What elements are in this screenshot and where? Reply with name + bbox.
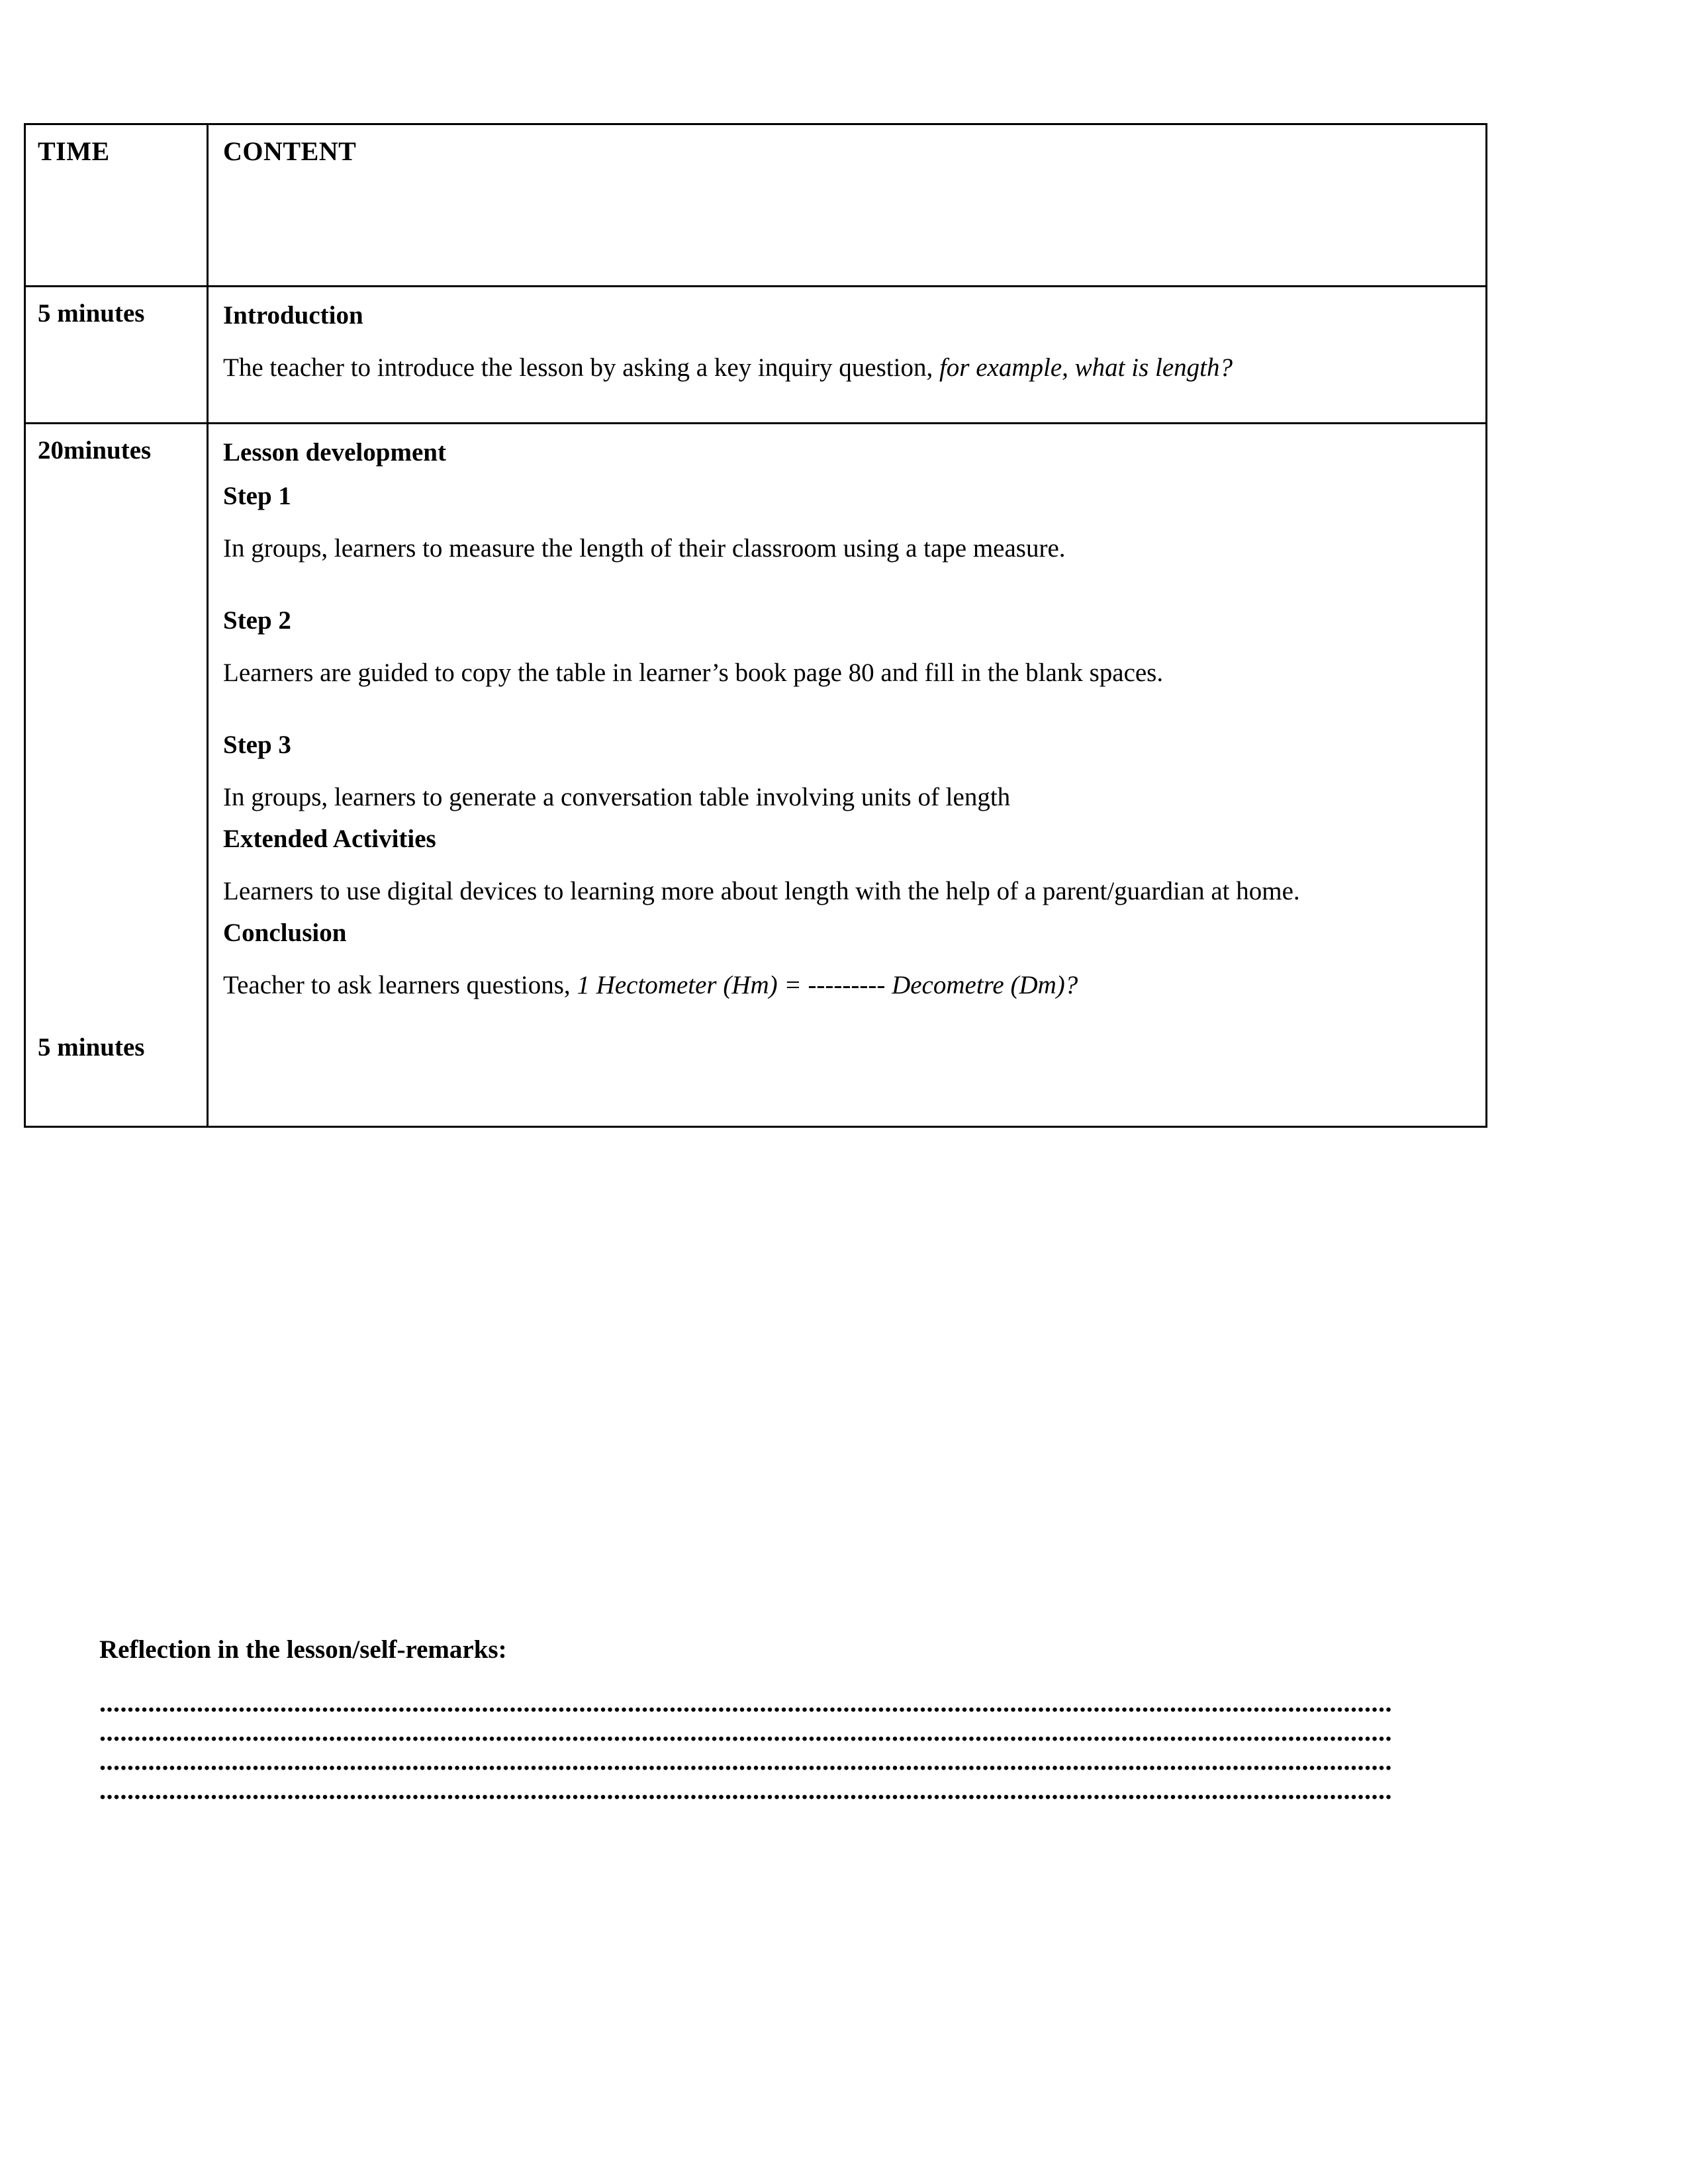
reflection-dotted-line[interactable]: .......................................................................................................................................................................................... <box>99 1775 1392 1805</box>
table-header-row <box>25 124 1487 287</box>
spacer <box>223 513 1470 523</box>
time-cell-lesson-development <box>25 423 208 1126</box>
spacer <box>223 574 1470 604</box>
paragraph-extended-activities-body: Learners to use digital devices to learning more about length with the help of a parent/guardian at home. <box>223 876 1300 905</box>
time-label-conclusion: 5 minutes <box>38 1032 145 1062</box>
conclusion-body-text: Teacher to ask learners questions, <box>223 970 577 999</box>
content-cell-introduction <box>208 287 1487 424</box>
time-cell-introduction <box>25 287 208 424</box>
paragraph-introduction-body <box>223 343 1470 393</box>
heading-lesson-development: Lesson development <box>223 437 446 467</box>
heading-introduction: Introduction <box>223 301 363 330</box>
heading-step-1: Step 1 <box>223 481 291 510</box>
spacer <box>223 698 1470 729</box>
reflection-dotted-line[interactable]: .......................................................................................................................................................................................... <box>99 1688 1392 1717</box>
paragraph-step-3-body: In groups, learners to generate a conversation table involving units of length <box>223 782 1011 811</box>
spacer <box>223 856 1470 866</box>
reflection-section <box>99 1635 1589 1805</box>
column-header-time: TIME <box>38 136 110 166</box>
spacer <box>223 332 1470 343</box>
table-row-lesson-development <box>25 423 1487 1126</box>
time-label-introduction: 5 minutes <box>38 299 145 328</box>
paragraph-conclusion-body <box>223 960 1470 1011</box>
introduction-body-italic: for example, what is length? <box>939 353 1233 382</box>
spacer <box>223 637 1470 648</box>
column-header-content: CONTENT <box>223 136 357 166</box>
reflection-dotted-line[interactable]: .......................................................................................................................................................................................... <box>99 1746 1392 1776</box>
heading-conclusion: Conclusion <box>223 918 347 947</box>
introduction-body-text: The teacher to introduce the lesson by asking a key inquiry question, <box>223 353 939 382</box>
lesson-plan-table <box>24 123 1487 1128</box>
reflection-title: Reflection in the lesson/self-remarks: <box>99 1635 507 1664</box>
spacer <box>223 469 1470 480</box>
heading-step-2: Step 2 <box>223 606 291 635</box>
table-header-cell-time <box>25 124 208 287</box>
conclusion-body-italic: 1 Hectometer (Hm) = --------- Decometre (Dm)? <box>577 970 1078 999</box>
spacer <box>223 762 1470 772</box>
content-cell-lesson-development <box>208 423 1487 1126</box>
table-row-introduction <box>25 287 1487 424</box>
reflection-dotted-line[interactable]: .......................................................................................................................................................................................... <box>99 1717 1392 1747</box>
time-label-lesson-development: 20minutes <box>38 435 152 465</box>
paragraph-step-1-body: In groups, learners to measure the length of their classroom using a tape measure. <box>223 533 1066 563</box>
paragraph-step-2-body: Learners are guided to copy the table in learner’s book page 80 and fill in the blank spaces. <box>223 658 1164 687</box>
table-header-cell-content <box>208 124 1487 287</box>
heading-extended-activities: Extended Activities <box>223 824 436 853</box>
heading-step-3: Step 3 <box>223 730 291 759</box>
spacer <box>223 950 1470 960</box>
